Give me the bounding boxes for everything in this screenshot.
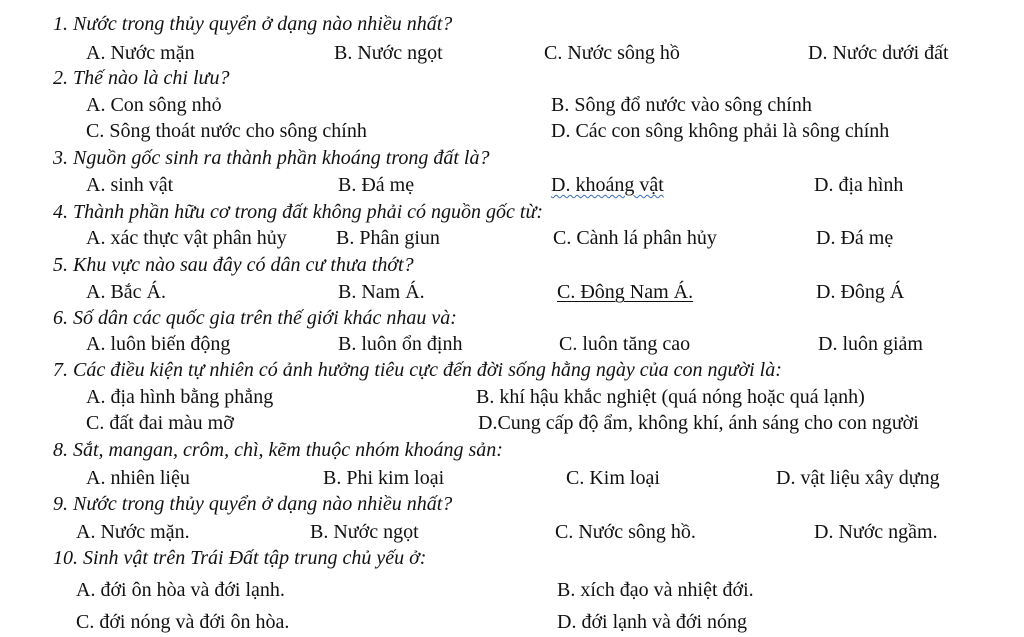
q7-option-a: A. địa hình bằng phẳng [86,386,274,408]
q4-option-a: A. xác thực vật phân hủy [86,227,287,249]
question-8: 8. Sắt, mangan, crôm, chì, kẽm thuộc nhóm khoáng sản: [53,439,503,461]
q2-option-c: C. Sông thoát nước cho sông chính [86,120,367,142]
q6-option-c: C. luôn tăng cao [559,333,691,355]
q5-option-b: B. Nam Á. [338,281,425,303]
q1-option-b: B. Nước ngọt [334,42,443,64]
question-10: 10. Sinh vật trên Trái Đất tập trung chủ yếu ở: [53,547,427,569]
q3-option-d: D. địa hình [814,174,904,196]
q10-option-a: A. đới ôn hòa và đới lạnh. [76,579,285,601]
question-9: 9. Nước trong thủy quyển ở dạng nào nhiều nhất? [53,493,453,515]
q9-option-a: A. Nước mặn. [76,521,190,543]
q5-option-a: A. Bắc Á. [86,281,166,303]
q4-option-c: C. Cành lá phân hủy [553,227,717,249]
q1-option-d: D. Nước dưới đất [808,42,949,64]
q3-option-b: B. Đá mẹ [338,174,415,196]
q8-option-b: B. Phi kim loại [323,467,445,489]
q1-option-a: A. Nước mặn [86,42,195,64]
q10-option-d: D. đới lạnh và đới nóng [557,611,748,633]
q3-option-a: A. sinh vật [86,174,174,196]
q4-option-b: B. Phân giun [336,227,440,249]
q5-option-c: C. Đông Nam Á. [557,281,694,303]
q8-option-a: A. nhiên liệu [86,467,190,489]
q3-option-c: D. khoáng vật [551,174,664,196]
q6-option-d: D. luôn giảm [818,333,923,355]
q8-option-c: C. Kim loại [566,467,660,489]
q7-option-c: C. đất đai màu mỡ [86,412,234,434]
q2-option-a: A. Con sông nhỏ [86,94,222,116]
question-5: 5. Khu vực nào sau đây có dân cư thưa thớt? [53,254,414,276]
q10-option-b: B. xích đạo và nhiệt đới. [557,579,754,601]
q1-option-c: C. Nước sông hồ [544,42,680,64]
question-2: 2. Thế nào là chi lưu? [53,67,230,89]
question-3: 3. Nguồn gốc sinh ra thành phần khoáng trong đất là? [53,147,490,169]
q9-option-d: D. Nước ngầm. [814,521,938,543]
question-4: 4. Thành phần hữu cơ trong đất không phải có nguồn gốc từ: [53,201,544,223]
q9-option-c: C. Nước sông hồ. [555,521,696,543]
question-6: 6. Số dân các quốc gia trên thế giới khác nhau và: [53,307,457,329]
question-1: 1. Nước trong thủy quyển ở dạng nào nhiều nhất? [53,13,453,35]
q10-option-c: C. đới nóng và đới ôn hòa. [76,611,290,633]
q5-option-d: D. Đông Á [816,281,905,303]
q6-option-a: A. luôn biến động [86,333,231,355]
q6-option-b: B. luôn ổn định [338,333,463,355]
q4-option-d: D. Đá mẹ [816,227,894,249]
q7-option-b: B. khí hậu khắc nghiệt (quá nóng hoặc quá lạnh) [476,386,865,408]
q2-option-b: B. Sông đổ nước vào sông chính [551,94,812,116]
question-7: 7. Các điều kiện tự nhiên có ảnh hưởng tiêu cực đến đời sống hằng ngày của con người là: [53,359,782,381]
q7-option-d: D.Cung cấp độ ẩm, không khí, ánh sáng cho con người [478,412,919,434]
q9-option-b: B. Nước ngọt [310,521,419,543]
q8-option-d: D. vật liệu xây dựng [776,467,940,489]
q2-option-d: D. Các con sông không phải là sông chính [551,120,890,142]
